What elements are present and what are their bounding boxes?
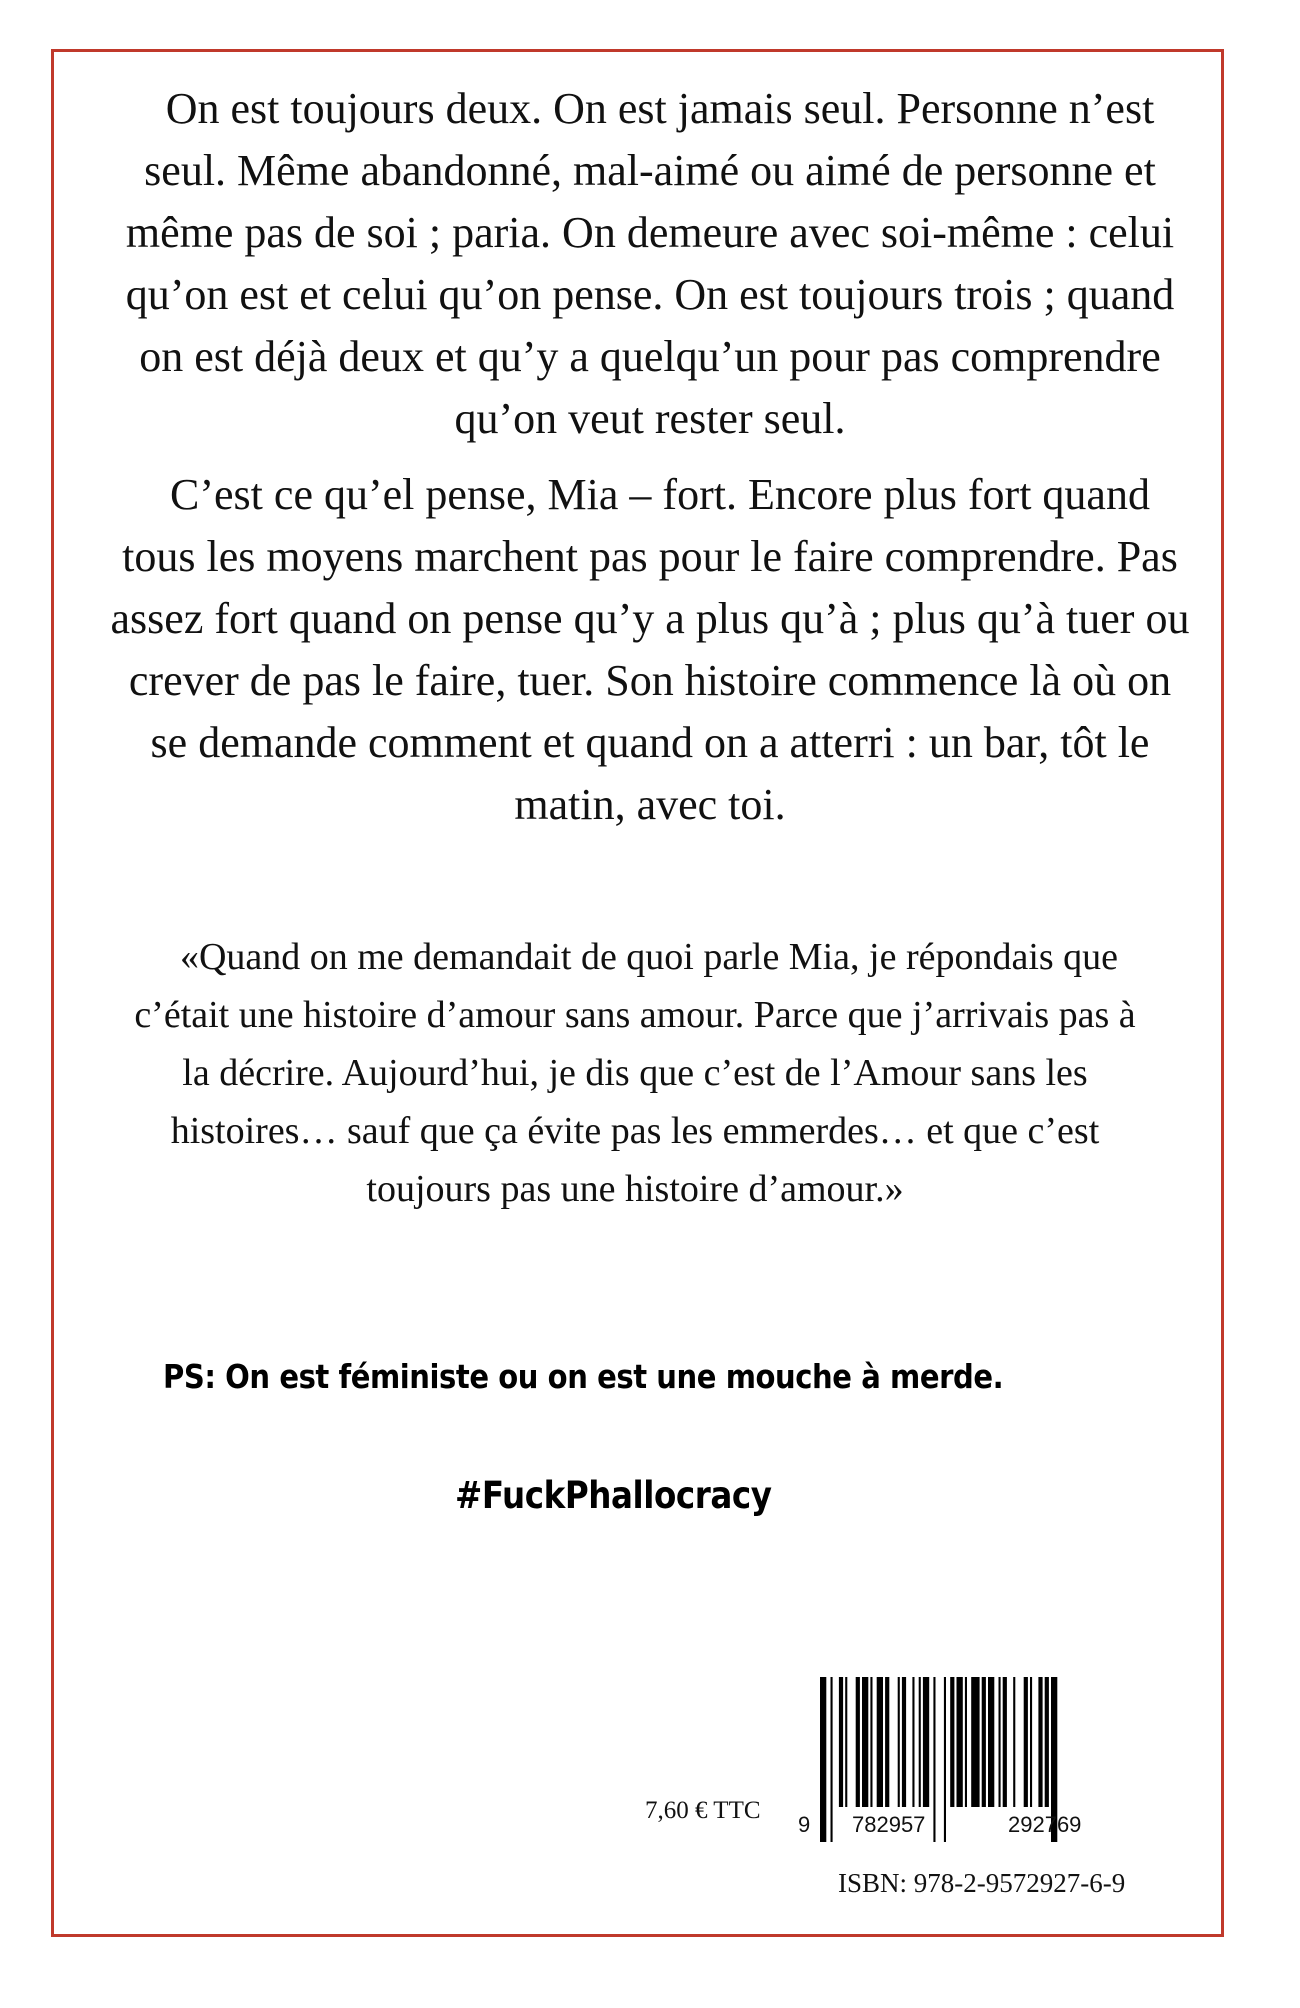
barcode-bar — [971, 1677, 979, 1807]
barcode-bar — [856, 1677, 860, 1807]
isbn-label: ISBN: 978-2-9572927-6-9 — [838, 1868, 1126, 1898]
barcode-bar — [923, 1677, 929, 1807]
barcode-bar — [839, 1677, 843, 1807]
postscript: PS: On est féministe ou on est une mouche à merde. — [163, 1357, 1004, 1396]
barcode-bar — [1045, 1677, 1049, 1807]
barcode-bar — [965, 1677, 967, 1807]
barcode — [790, 1677, 1150, 1847]
price-label: 7,60 € TTC — [645, 1797, 761, 1824]
barcode-bar — [885, 1677, 889, 1807]
hashtag: #FuckPhallocracy — [455, 1474, 772, 1517]
blurb-paragraph-2: C’est ce qu’el pense, Mia – fort. Encore plus fort quand tous les moyens marchent pas pour le faire comprendre. Pas assez fort quand on pense qu’y a plus qu’à ; plus qu’à tuer ou crever de pas le faire, tuer. Son histoire commence là où on se demande comment et quand on a atterri : un bar, tôt le matin, avec toi. — [110, 470, 1190, 829]
barcode-bar — [1024, 1677, 1028, 1807]
barcode-bar — [999, 1677, 1001, 1807]
barcode-bar — [898, 1677, 900, 1807]
barcode-bar — [1013, 1677, 1015, 1807]
barcode-bar — [1030, 1677, 1032, 1807]
barcode-bar — [845, 1677, 847, 1807]
barcode-bar — [944, 1677, 946, 1842]
barcode-bar — [1003, 1677, 1007, 1807]
barcode-bar — [877, 1677, 883, 1807]
barcode-bar — [1038, 1677, 1042, 1807]
barcode-bar — [982, 1677, 986, 1807]
barcode-bar — [820, 1677, 826, 1842]
barcode-bar — [950, 1677, 954, 1807]
barcode-first-digit: 9 — [798, 1812, 811, 1837]
barcode-bar — [912, 1677, 914, 1807]
barcode-left-group: 782957 — [852, 1812, 926, 1837]
barcode-right-group: 292769 — [1008, 1812, 1082, 1837]
barcode-bar — [933, 1677, 935, 1842]
barcode-bar — [988, 1677, 994, 1807]
blurb-paragraph-1: On est toujours deux. On est jamais seul. Personne n’est seul. Même abandonné, mal-aimé ou aimé de personne et même pas de soi ; paria. On demeure avec soi-même : celui qu’on est et celui qu’on pense. On est toujours trois ; quand on est déjà deux et qu’y a quelqu’un pour pas comprendre qu’on veut rester seul. — [125, 84, 1175, 443]
barcode-bar — [862, 1677, 868, 1807]
barcode-bar — [831, 1677, 833, 1842]
barcode-bar — [957, 1677, 963, 1807]
blurb — [100, 78, 1200, 836]
author-quote: «Quand on me demandait de quoi parle Mia, je répondais que c’était une histoire d’amour sans amour. Parce que j’arrivais pas à la décrire. Aujourd’hui, je dis que c’est de l’Amour sans les histoires… sauf que ça évite pas les emmerdes… et que c’est toujours pas une histoire d’amour.» — [134, 936, 1136, 1210]
barcode-bar — [870, 1677, 872, 1807]
barcode-bar — [902, 1677, 906, 1807]
barcode-bar — [919, 1677, 921, 1807]
